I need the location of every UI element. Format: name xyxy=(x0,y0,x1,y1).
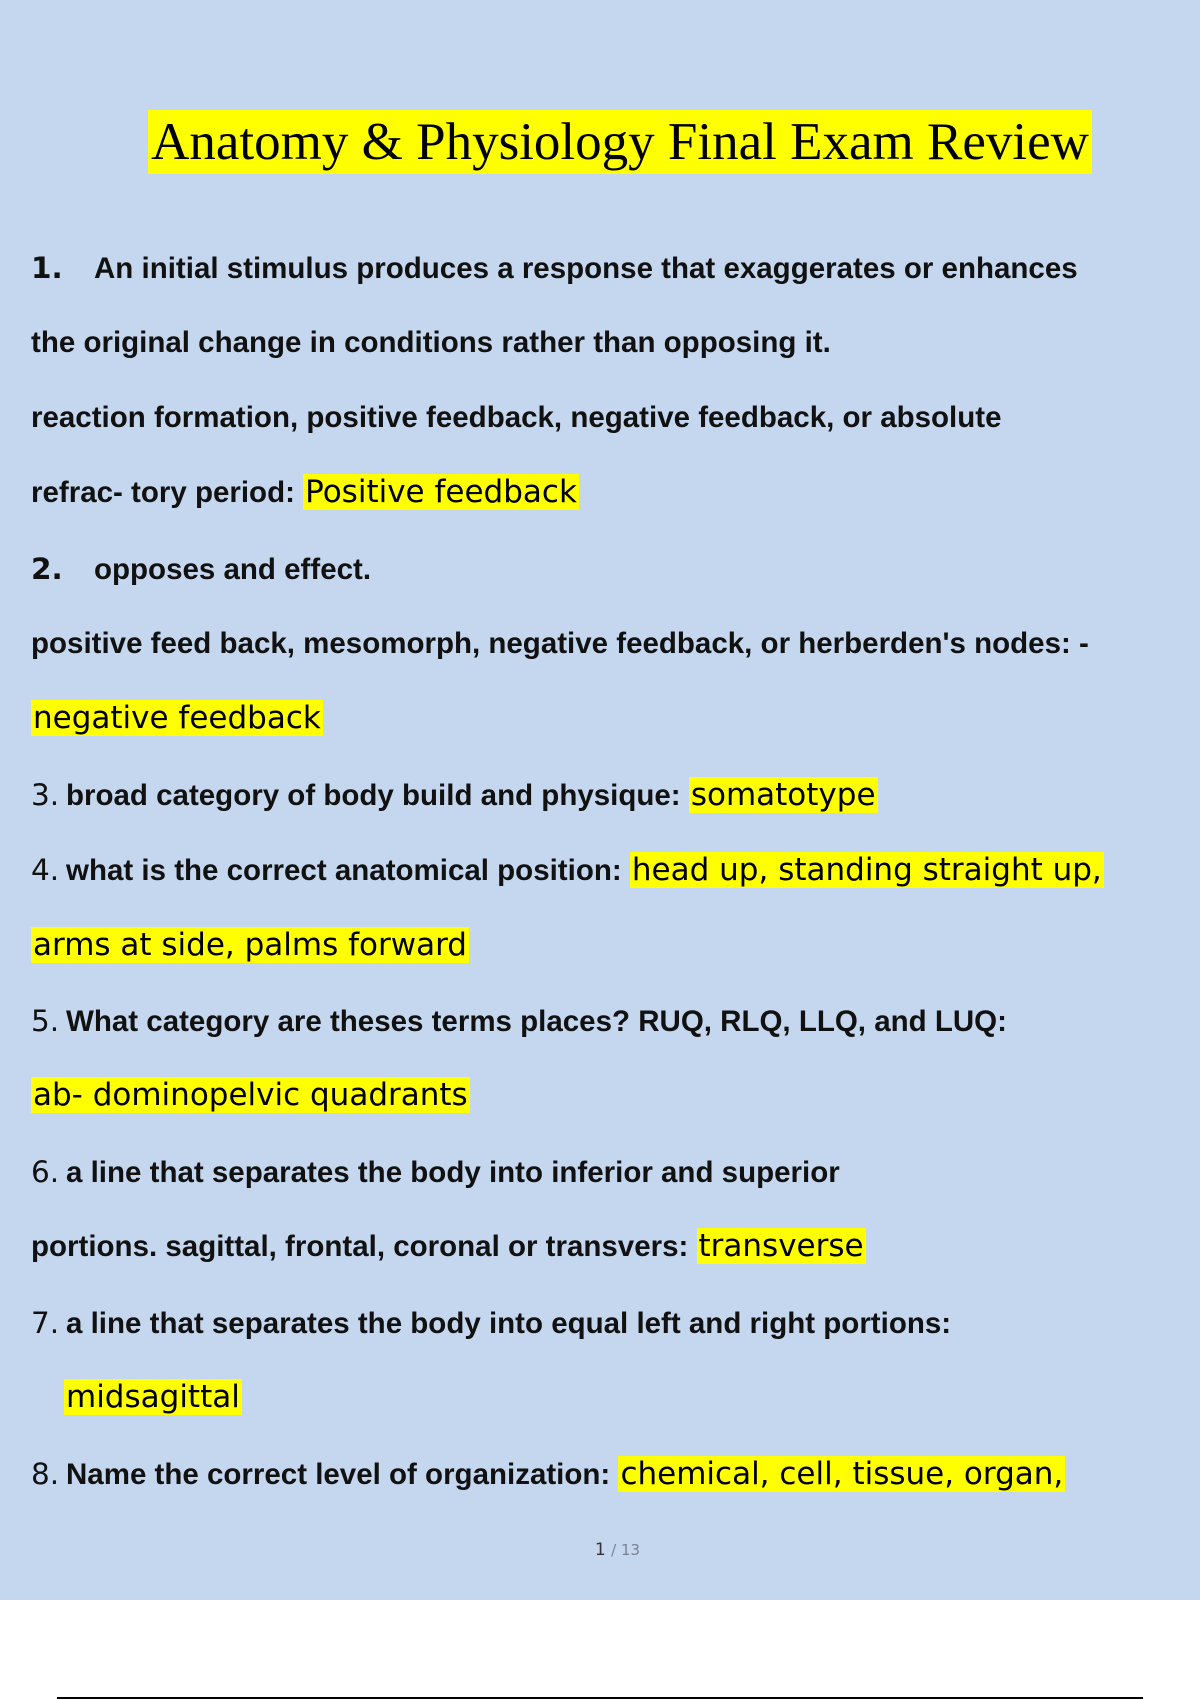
question-8-number: 8. xyxy=(31,1457,60,1491)
question-6-answer: transverse xyxy=(698,1228,864,1264)
question-1-text-1: An initial stimulus produces a response that exaggerates or enhances xyxy=(94,252,1078,285)
question-5-line-1 xyxy=(31,1002,1007,1041)
question-3-line xyxy=(31,776,878,815)
question-1-options-2 xyxy=(31,473,579,512)
question-6-line-2 xyxy=(31,1227,866,1266)
question-2-options xyxy=(31,625,1089,663)
question-5-line-2 xyxy=(31,1076,470,1115)
question-3-answer: somatotype xyxy=(690,777,876,813)
question-1-options-1 xyxy=(31,399,1002,437)
question-1-text-2: the original change in conditions rather than opposing it. xyxy=(31,326,831,359)
question-3-number: 3. xyxy=(31,778,60,812)
question-1-number: 1. xyxy=(31,251,63,285)
question-2-options-text: positive feed back, mesomorph, negative feedback, or herberden's nodes: - xyxy=(31,627,1089,660)
question-1-line-2 xyxy=(31,324,831,362)
question-8-answer: chemical, cell, tissue, organ, xyxy=(620,1456,1064,1492)
question-8-text: Name the correct level of organization: xyxy=(66,1458,611,1491)
question-4-answer-1: head up, standing straight up, xyxy=(631,852,1102,888)
question-5-answer: ab- dominopelvic quadrants xyxy=(33,1077,468,1113)
question-7-line-2 xyxy=(64,1378,242,1417)
question-1-options-text-1: reaction formation, positive feedback, negative feedback, or absolute xyxy=(31,401,1002,434)
page-total: / 13 xyxy=(611,1541,641,1559)
question-4-line-2 xyxy=(31,926,469,965)
page-divider-line xyxy=(57,1697,1143,1699)
question-5-number: 5. xyxy=(31,1004,60,1038)
question-3-text: broad category of body build and physique: xyxy=(66,779,681,812)
question-7-number: 7. xyxy=(31,1306,60,1340)
page-title: Anatomy & Physiology Final Exam Review xyxy=(148,110,1092,174)
question-8-line xyxy=(31,1455,1065,1494)
question-4-text: what is the correct anatomical position: xyxy=(66,854,622,887)
question-4-number: 4. xyxy=(31,853,60,887)
question-1-answer: Positive feedback xyxy=(305,474,577,510)
question-4-answer-2: arms at side, palms forward xyxy=(33,927,467,963)
question-2-text: opposes and effect. xyxy=(94,553,372,586)
question-5-text: What category are theses terms places? RUQ, RLQ, LLQ, and LUQ: xyxy=(66,1005,1007,1038)
question-6-number: 6. xyxy=(31,1155,60,1189)
page-current: 1 xyxy=(594,1540,606,1560)
question-4-line-1 xyxy=(31,851,1104,890)
question-7-answer: midsagittal xyxy=(66,1379,240,1415)
question-2-number: 2. xyxy=(31,552,63,586)
question-2-answer: negative feedback xyxy=(33,700,321,736)
question-2-line-1 xyxy=(31,550,371,589)
question-7-line-1 xyxy=(31,1304,951,1343)
question-6-line-1 xyxy=(31,1153,840,1192)
question-1-line-1 xyxy=(31,249,1078,288)
question-6-text-2: portions. sagittal, frontal, coronal or transvers: xyxy=(31,1230,689,1263)
page-indicator xyxy=(0,1540,1200,1560)
title-container xyxy=(0,110,1200,174)
question-1-options-text-2: refrac- tory period: xyxy=(31,476,295,509)
question-7-text: a line that separates the body into equal left and right portions: xyxy=(66,1307,952,1340)
question-2-answer-line xyxy=(31,699,323,738)
question-6-text-1: a line that separates the body into inferior and superior xyxy=(66,1156,840,1189)
